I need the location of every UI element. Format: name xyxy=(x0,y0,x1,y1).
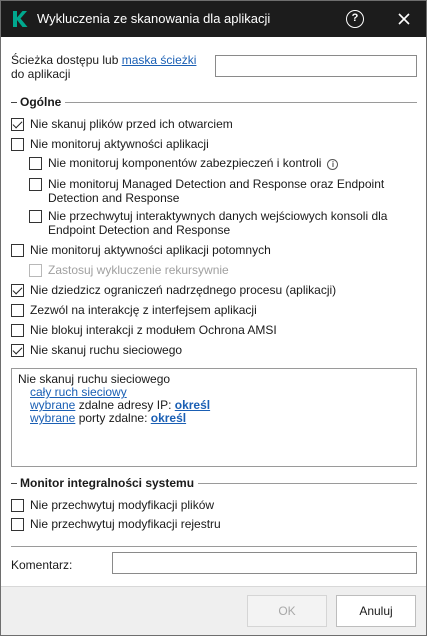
checkbox[interactable] xyxy=(29,210,42,223)
specify-ports-link[interactable]: określ xyxy=(150,411,187,425)
ok-button[interactable]: OK xyxy=(247,595,327,627)
path-label-after: do aplikacji xyxy=(11,67,71,81)
network-heading: Nie skanuj ruchu sieciowego xyxy=(18,372,171,386)
checkbox[interactable] xyxy=(11,518,24,531)
comment-label: Komentarz: xyxy=(11,558,73,572)
cancel-button[interactable]: Anuluj xyxy=(336,595,416,627)
checkbox[interactable] xyxy=(29,157,42,170)
checkbox[interactable] xyxy=(11,324,24,337)
path-mask-link[interactable]: maska ścieżki xyxy=(121,53,197,67)
option-no-scan-files[interactable]: Nie skanuj plików przed ich otwarciem xyxy=(11,117,233,131)
kaspersky-logo-icon xyxy=(9,9,29,29)
comment-input[interactable] xyxy=(112,552,417,574)
checkbox[interactable] xyxy=(11,118,24,131)
path-label xyxy=(11,53,211,81)
path-label-before: Ścieżka dostępu lub xyxy=(11,53,122,67)
option-no-monitor-child[interactable]: Nie monitoruj aktywności aplikacji potomnych xyxy=(11,243,271,257)
option-no-intercept-console[interactable]: Nie przechwytuj interaktywnych danych wejściowych konsoli dla Endpoint Detection and Response xyxy=(29,209,399,237)
remote-ports-text: porty zdalne: xyxy=(75,411,151,425)
option-no-intercept-registry[interactable]: Nie przechwytuj modyfikacji rejestru xyxy=(11,517,221,531)
option-no-inherit-restrictions[interactable]: Nie dziedzicz ograniczeń nadrzędnego procesu (aplikacji) xyxy=(11,283,336,297)
selected-ip-link[interactable]: wybrane xyxy=(30,398,76,412)
option-no-intercept-files[interactable]: Nie przechwytuj modyfikacji plików xyxy=(11,498,214,512)
option-no-monitor-activity[interactable]: Nie monitoruj aktywności aplikacji xyxy=(11,137,209,151)
option-no-scan-network[interactable]: Nie skanuj ruchu sieciowego xyxy=(11,343,182,357)
checkbox[interactable] xyxy=(11,244,24,257)
integrity-section-title: Monitor integralności systemu xyxy=(11,476,198,490)
specify-ip-link[interactable]: określ xyxy=(174,398,211,412)
path-input[interactable] xyxy=(215,55,417,77)
option-no-block-amsi[interactable]: Nie blokuj interakcji z modułem Ochrona AMSI xyxy=(11,323,277,337)
close-icon[interactable] xyxy=(393,8,415,30)
general-section-line xyxy=(11,102,417,103)
general-section-title: Ogólne xyxy=(11,95,65,109)
comment-divider xyxy=(11,546,417,547)
checkbox[interactable] xyxy=(11,344,24,357)
checkbox xyxy=(29,264,42,277)
info-icon[interactable]: i xyxy=(327,159,338,170)
selected-ports-link[interactable]: wybrane xyxy=(30,411,76,425)
network-traffic-box xyxy=(11,368,417,467)
remote-ip-text: zdalne adresy IP: xyxy=(75,398,175,412)
checkbox[interactable] xyxy=(11,138,24,151)
dialog-title: Wykluczenia ze skanowania dla aplikacji xyxy=(37,11,271,26)
option-no-monitor-mdr-edr[interactable]: Nie monitoruj Managed Detection and Response oraz Endpoint Detection and Response xyxy=(29,177,389,205)
checkbox[interactable] xyxy=(11,304,24,317)
checkbox[interactable] xyxy=(11,499,24,512)
option-no-monitor-components[interactable]: Nie monitoruj komponentów zabezpieczeń i kontroli i xyxy=(29,156,338,170)
dialog-footer xyxy=(1,586,426,635)
checkbox[interactable] xyxy=(11,284,24,297)
checkbox[interactable] xyxy=(29,178,42,191)
title-bar xyxy=(1,1,426,37)
option-recursive-exclusion: Zastosuj wykluczenie rekursywnie xyxy=(29,263,229,277)
option-allow-interface-interaction[interactable]: Zezwól na interakcję z interfejsem aplikacji xyxy=(11,303,257,317)
all-traffic-link[interactable]: cały ruch sieciowy xyxy=(30,385,127,399)
help-icon[interactable]: ? xyxy=(346,10,364,28)
